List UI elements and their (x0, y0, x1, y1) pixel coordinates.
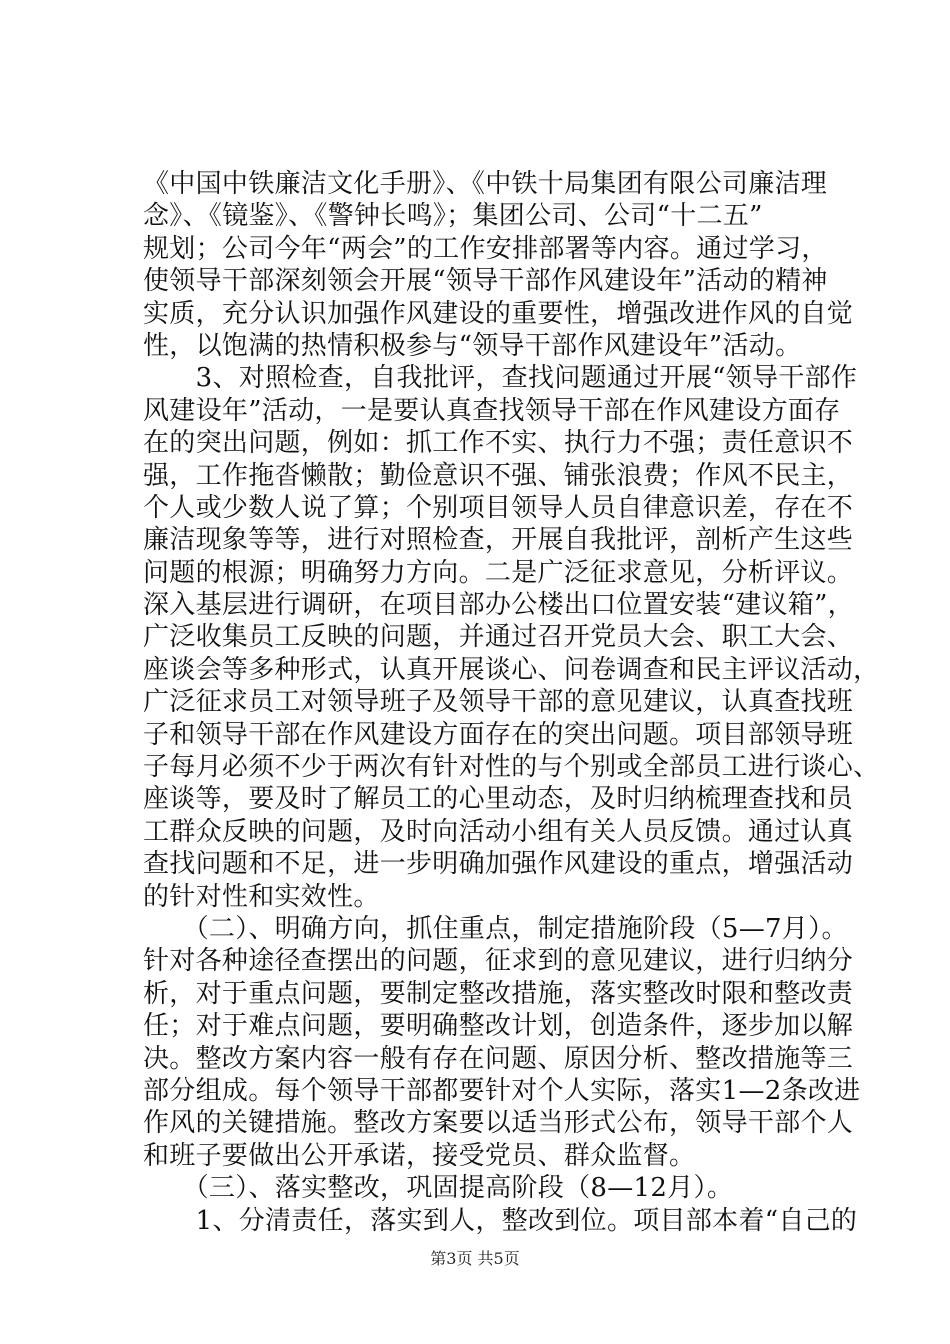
text-line: （二）、明确方向，抓住重点，制定措施阶段（5—7月）。 (143, 913, 848, 944)
text-line: 3、对照检查，自我批评，查找问题通过开展“领导干部作 (143, 363, 858, 394)
text-line: 风建设年”活动，一是要认真查找领导干部在作风建设方面存 (143, 395, 841, 426)
text-line: 廉洁现象等等，进行对照检查，开展自我批评，剖析产生这些 (143, 525, 854, 556)
body-text (143, 168, 880, 1237)
text-line: 问题的根源；明确努力方向。二是广泛征求意见，分析评议。 (143, 557, 854, 588)
text-line: 座谈等，要及时了解员工的心里动态，及时归纳梳理查找和员 (143, 784, 854, 815)
text-line: 广泛收集员工反映的问题，并通过召开党员大会、职工大会、 (143, 622, 854, 653)
text-line: 针对各种途径查摆出的问题，征求到的意见建议，进行归纳分 (143, 946, 854, 977)
text-line: 和班子要做出公开承诺，接受党员、群众监督。 (143, 1140, 696, 1171)
text-line: 任；对于难点问题，要明确整改计划，创造条件，逐步加以解 (143, 1011, 854, 1042)
text-line: 《中国中铁廉洁文化手册》、《中铁十局集团有限公司廉洁理 (143, 169, 828, 199)
text-line: 性，以饱满的热情积极参与“领导干部作风建设年”活动。 (143, 330, 802, 361)
page-number-footer: 第3页 共5页 (430, 1249, 520, 1268)
text-line: 广泛征求员工对领导班子及领导干部的意见建议，认真查找班 (143, 687, 854, 718)
text-line: 规划；公司今年“两会”的工作安排部署等内容。通过学习， (143, 233, 828, 264)
text-line: 决。整改方案内容一般有存在问题、原因分析、整改措施等三 (143, 1043, 854, 1074)
text-line: 部分组成。每个领导干部都要针对个人实际，落实1—2条改进 (143, 1075, 861, 1106)
text-line: 实质，充分认识加强作风建设的重要性，增强改进作风的自觉 (143, 298, 854, 329)
text-line: 子每月必须不少于两次有针对性的与个别或全部员工进行谈心、 (143, 752, 880, 783)
text-line: 析，对于重点问题，要制定整改措施，落实整改时限和整改责 (143, 978, 854, 1009)
text-line: 深入基层进行调研，在项目部办公楼出口位置安装“建议箱”， (143, 590, 854, 621)
text-line: 使领导干部深刻领会开展“领导干部作风建设年”活动的精神 (143, 266, 828, 297)
text-line: 在的突出问题，例如：抓工作不实、执行力不强；责任意识不 (143, 428, 854, 459)
text-line: 座谈会等多种形式，认真开展谈心、问卷调查和民主评议活动， (143, 654, 880, 685)
text-line: 工群众反映的问题，及时向活动小组有关人员反馈。通过认真 (143, 816, 854, 847)
text-line: 个人或少数人说了算；个别项目领导人员自律意识差，存在不 (143, 492, 854, 523)
text-line: 查找问题和不足，进一步明确加强作风建设的重点，增强活动 (143, 849, 854, 880)
text-line: 强，工作拖沓懒散；勤俭意识不强、铺张浪费；作风不民主， (143, 460, 854, 491)
text-line: （三）、落实整改，巩固提高阶段（8—12月）。 (143, 1173, 734, 1204)
text-line: 子和领导干部在作风建设方面存在的突出问题。项目部领导班 (143, 719, 854, 750)
text-line: 作风的关键措施。整改方案要以适当形式公布，领导干部个人 (143, 1108, 854, 1139)
text-line: 念》、《镜鉴》、《警钟长鸣》；集团公司、公司“十二五” (143, 201, 763, 232)
text-line: 的针对性和实效性。 (143, 881, 380, 912)
text-line: 1、分清责任，落实到人，整改到位。项目部本着“自己的 (143, 1205, 858, 1236)
